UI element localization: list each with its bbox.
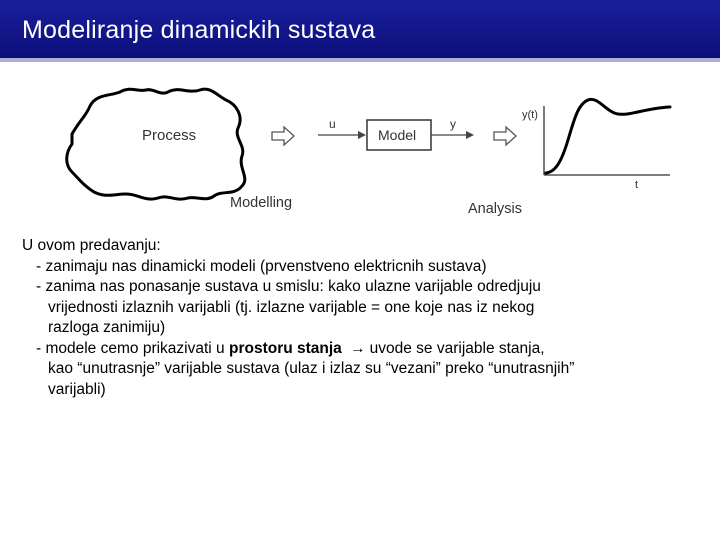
model-label: Model <box>378 127 417 143</box>
bullet-continuation: vrijednosti izlaznih varijabli (tj. izlazne varijable = one koje nas iz nekog <box>48 298 535 316</box>
y-axis-label: y(t) <box>522 109 538 121</box>
lecture-text <box>22 236 702 400</box>
process-label: Process <box>142 127 197 144</box>
process-blob-shape <box>67 89 245 199</box>
output-arrowhead-icon <box>466 131 474 139</box>
input-label: u <box>329 117 336 131</box>
hollow-arrow-icon <box>494 127 516 145</box>
title-rule <box>0 58 720 62</box>
hollow-arrow-icon <box>272 127 294 145</box>
title-bar <box>0 0 720 58</box>
bullet-continuation: kao “unutrasnje” varijable sustava (ulaz i izlaz su “vezani” preko “unutrasnjih” <box>48 360 575 377</box>
bold-term: prostoru stanja <box>228 339 342 357</box>
step-response-curve <box>546 99 670 173</box>
slide-title: Modeliranje dinamickih sustava <box>22 16 376 44</box>
bullet-text: uvode se varijable stanja, <box>369 339 545 357</box>
output-label: y <box>450 117 456 131</box>
modelling-diagram <box>50 72 690 232</box>
analysis-label: Analysis <box>468 201 522 217</box>
modelling-figure <box>50 72 690 232</box>
bullet-continuation: razloga zanimiju) <box>48 319 166 336</box>
x-axis-label: t <box>635 179 639 191</box>
bullet-item: - zanimaju nas dinamicki modeli (prvenstveno elektricnih sustava) <box>36 257 487 275</box>
bullet-continuation: varijabli) <box>48 380 106 398</box>
intro-line: U ovom predavanju: <box>22 237 161 254</box>
modelling-label: Modelling <box>230 195 293 211</box>
input-arrowhead-icon <box>358 131 366 139</box>
right-arrow-icon: → <box>350 339 366 357</box>
bullet-item: - zanima nas ponasanje sustava u smislu: kako ulazne varijable odredjuju <box>36 278 541 295</box>
bullet-text: - modele cemo prikazivati u <box>36 339 225 357</box>
bullet-item <box>22 339 702 360</box>
